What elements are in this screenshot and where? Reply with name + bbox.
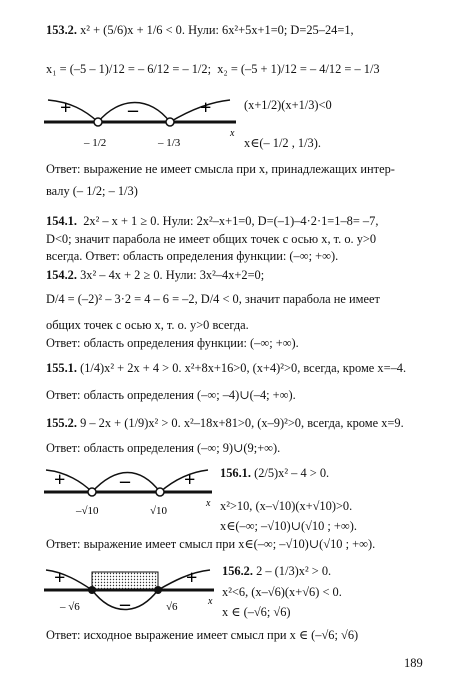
- answer-line2: валу (– 1/2; – 1/3): [46, 184, 138, 198]
- inequality: x² + (5/6)x + 1/6 < 0.: [80, 23, 185, 37]
- text: (2/5)x² – 4 > 0.: [254, 466, 330, 480]
- point-label: √6: [166, 601, 178, 613]
- sign-diagram-156-1: [40, 460, 215, 520]
- axis-label: x: [230, 128, 235, 139]
- text: D<0; значит парабола не имеет общих точек с осью x, т. о. y>0: [46, 232, 377, 246]
- text: 2 – (1/3)x² > 0.: [256, 564, 332, 578]
- system-line2: x∈(– 1/2 , 1/3).: [244, 136, 321, 150]
- p154-2-line1: [46, 268, 264, 282]
- text: всегда. Ответ: область определения функции: (–∞; +∞).: [46, 249, 339, 263]
- point-label: –√10: [76, 505, 99, 517]
- text: Ответ: область определения (–∞; 9)∪(9;+∞).: [46, 441, 281, 455]
- p153-2-roots: [46, 62, 380, 76]
- answer: Ответ: исходное выражение имеет смысл при x ∈ (–√6; √6): [46, 628, 359, 642]
- text: 3x² – 4x + 2 ≥ 0. Нули: 3x²–4x+2=0;: [80, 268, 265, 282]
- roots-text: Нули: 6x²+5x+1=0; D=25–24=1,: [188, 23, 354, 37]
- problem-number: 154.1.: [46, 214, 77, 228]
- sign-diagram-156-2: [40, 560, 218, 622]
- text: Ответ: область определения (–∞; –4)∪(–4; +∞).: [46, 388, 296, 402]
- problem-number: 156.1.: [220, 466, 251, 480]
- system-line1: (x+1/2)(x+1/3)<0: [244, 98, 332, 112]
- p156-1-line1: [220, 466, 329, 480]
- minus-sign: –: [128, 99, 138, 121]
- text: x²>10, (x–√10)(x+√10)>0.: [220, 499, 353, 513]
- text: Ответ: область определения функции: (–∞; +∞).: [46, 336, 299, 350]
- text: x∈(–∞; –√10)∪(√10 ; +∞).: [220, 519, 357, 533]
- root-x1: x₁ = (–5 – 1)/12 = – 6/12 = – 1/2;: [46, 62, 212, 76]
- point-label: – 1/2: [84, 137, 107, 149]
- problem-number: 156.2.: [222, 564, 253, 578]
- problem-number: 155.1.: [46, 361, 77, 375]
- minus-sign: –: [120, 593, 130, 615]
- text: x²<6, (x–√6)(x+√6) < 0.: [222, 585, 342, 599]
- axis-label: x: [208, 596, 213, 607]
- sign-diagram-153-2: [40, 88, 240, 158]
- point-label: √10: [150, 505, 168, 517]
- plus-sign: +: [54, 567, 66, 589]
- point-label: – √6: [60, 601, 80, 613]
- answer-line1: Ответ: выражение не имеет смысла при x, принадлежащих интер-: [46, 162, 395, 176]
- text: D/4 = (–2)² – 3·2 = 4 – 6 = –2, D/4 < 0, значит парабола не имеет: [46, 292, 380, 306]
- plus-sign: +: [184, 469, 196, 491]
- plus-sign: +: [186, 567, 198, 589]
- minus-sign: –: [120, 470, 130, 492]
- p155-1-line1: [46, 361, 406, 375]
- problem-number: 155.2.: [46, 416, 77, 430]
- axis-label: x: [206, 498, 211, 509]
- point-label: – 1/3: [158, 137, 181, 149]
- p156-2-line1: [222, 564, 331, 578]
- text: 9 – 2x + (1/9)x² > 0. x²–18x+81>0, (x–9)²>0, всегда, кроме x=9.: [80, 416, 404, 430]
- p153-2-line1: [46, 23, 354, 37]
- plus-sign: +: [54, 469, 66, 491]
- root-x2: x₂ = (–5 + 1)/12 = – 4/12 = – 1/3: [217, 62, 380, 76]
- plus-sign: +: [200, 97, 212, 119]
- text: 2x² – x + 1 ≥ 0. Нули: 2x²–x+1=0, D=(–1)–4·2·1=1–8= –7,: [83, 214, 379, 228]
- problem-number: 154.2.: [46, 268, 77, 282]
- text: (1/4)x² + 2x + 4 > 0. x²+8x+16>0, (x+4)²>0, всегда, кроме x=–4.: [80, 361, 407, 375]
- text: x ∈ (–√6; √6): [222, 605, 291, 619]
- p155-2-line1: [46, 416, 404, 430]
- plus-sign: +: [60, 97, 72, 119]
- p154-1-line1: [46, 214, 378, 228]
- problem-number: 153.2.: [46, 23, 77, 37]
- text: общих точек с осью x, т. о. y>0 всегда.: [46, 318, 249, 332]
- page-number: 189: [404, 656, 423, 670]
- answer: Ответ: выражение имеет смысл при x∈(–∞; –√10)∪(√10 ; +∞).: [46, 537, 376, 551]
